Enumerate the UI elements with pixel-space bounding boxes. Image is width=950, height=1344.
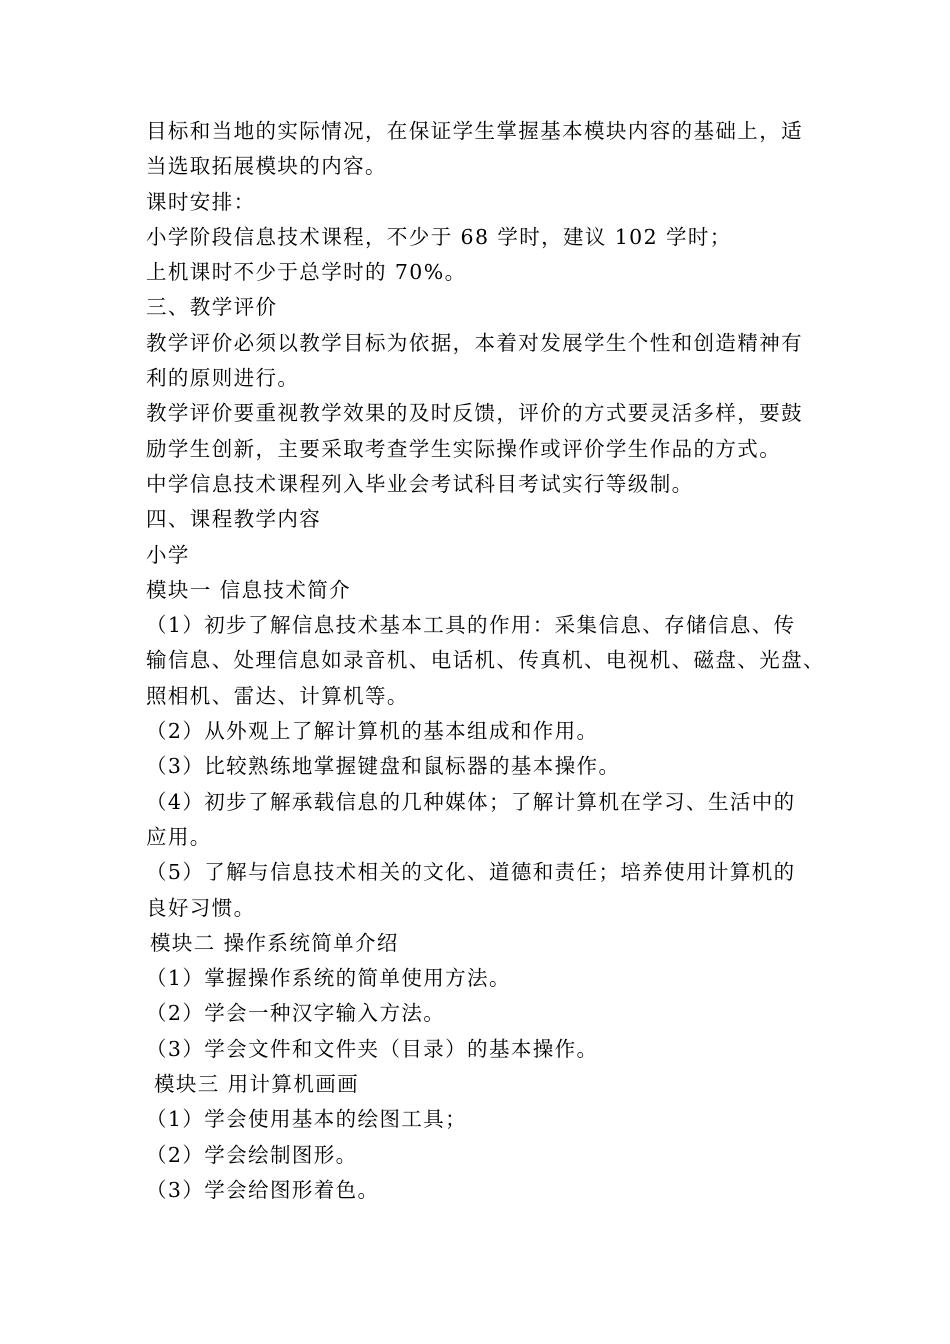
text-line: 课时安排：	[146, 189, 256, 214]
text-line: 应用。	[146, 824, 212, 849]
list-item: （1）学会使用基本的绘图工具；	[146, 1107, 468, 1132]
list-item: （5）了解与信息技术相关的文化、道德和责任；培养使用计算机的	[146, 860, 796, 885]
list-item: （3）学会文件和文件夹（目录）的基本操作。	[146, 1036, 599, 1061]
list-item: （2）学会一种汉字输入方法。	[146, 1001, 446, 1026]
text-line: 照相机、雷达、计算机等。	[146, 683, 409, 708]
text-line: 上机课时不少于总学时的 70%。	[146, 260, 467, 285]
list-item: （1）掌握操作系统的简单使用方法。	[146, 966, 511, 991]
module-heading: 模块三 用计算机画画	[154, 1072, 360, 1097]
text-line: 教学评价要重视教学效果的及时反馈，评价的方式要灵活多样，要鼓	[146, 401, 803, 426]
document-body	[146, 114, 825, 1208]
text-line: 中学信息技术课程列入毕业会考试科目考试实行等级制。	[146, 471, 694, 496]
text-line: 输信息、处理信息如录音机、电话机、传真机、电视机、磁盘、光盘、	[146, 648, 825, 673]
section-heading: 四、课程教学内容	[146, 507, 322, 532]
text-line: 励学生创新，主要采取考查学生实际操作或评价学生作品的方式。	[146, 436, 782, 461]
module-heading: 模块二 操作系统简单介绍	[150, 930, 399, 955]
text-line: 当选取拓展模块的内容。	[146, 154, 387, 179]
list-item: （2）学会绘制图形。	[146, 1142, 358, 1167]
module-heading: 模块一 信息技术简介	[146, 577, 352, 602]
text-line: 教学评价必须以教学目标为依据，本着对发展学生个性和创造精神有	[146, 330, 803, 355]
list-item: （3）学会给图形着色。	[146, 1177, 380, 1202]
list-item: （4）初步了解承载信息的几种媒体；了解计算机在学习、生活中的	[146, 789, 796, 814]
list-item: （1）初步了解信息技术基本工具的作用：采集信息、存储信息、传	[146, 613, 796, 638]
list-item: （2）从外观上了解计算机的基本组成和作用。	[146, 719, 599, 744]
text-line: 利的原则进行。	[146, 366, 300, 391]
text-line: 良好习惯。	[146, 895, 256, 920]
text-line: 小学阶段信息技术课程，不少于 68 学时，建议 102 学时；	[146, 224, 732, 249]
subsection-heading: 小学	[146, 542, 190, 567]
list-item: （3）比较熟练地掌握键盘和鼠标器的基本操作。	[146, 754, 621, 779]
section-heading: 三、教学评价	[146, 295, 278, 320]
text-line: 目标和当地的实际情况，在保证学生掌握基本模块内容的基础上，适	[146, 119, 803, 143]
